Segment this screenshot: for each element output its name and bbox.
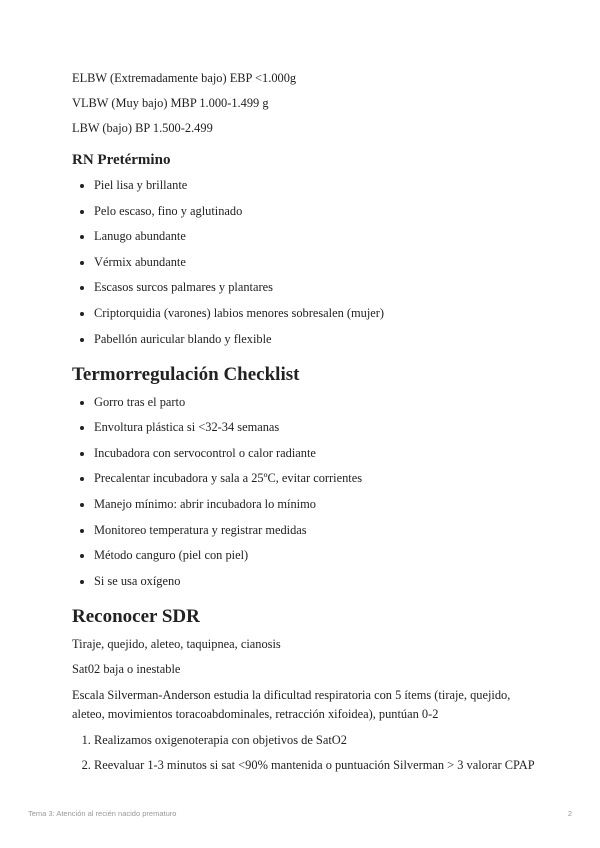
sdr-heading: Reconocer SDR (72, 605, 200, 627)
silverman-paragraph: Escala Silverman-Anderson estudia la dificultad respiratoria con 5 ítems (tiraje, quejido, aleteo, movimientos toracoabdominales, retracción xifoidea), puntúan 0-2 (72, 687, 511, 721)
list-item: • Método canguro (piel con piel) (94, 547, 542, 563)
list-item: • Lanugo abundante (94, 228, 542, 244)
list-item: • Monitoreo temperatura y registrar medidas (94, 522, 542, 538)
list-item: • Incubadora con servocontrol o calor radiante (94, 445, 542, 461)
page-footer (28, 809, 572, 818)
weight-line-elbw: ELBW (Extremadamente bajo) EBP <1.000g (72, 71, 297, 85)
preterm-heading: RN Pretérmino (72, 152, 171, 168)
list-item: 1. Realizamos oxigenoterapia con objetivos de SatO2 (94, 732, 542, 748)
list-item: • Gorro tras el parto (94, 394, 542, 410)
list-item: • Si se usa oxígeno (94, 573, 542, 589)
weight-line-vlbw: VLBW (Muy bajo) MBP 1.000-1.499 g (72, 96, 269, 110)
list-item: • Piel lisa y brillante (94, 177, 542, 193)
sdr-sat-line: Sat02 baja o inestable (72, 661, 181, 676)
list-item: 2. Reevaluar 1-3 minutos si sat <90% mantenida o puntuación Silverman > 3 valorar CPAP (94, 757, 542, 773)
list-item: • Manejo mínimo: abrir incubadora lo mínimo (94, 496, 542, 512)
list-item: • Vérmix abundante (94, 254, 542, 270)
list-item: • Pelo escaso, fino y aglutinado (94, 203, 542, 219)
list-item: • Pabellón auricular blando y flexible (94, 331, 542, 347)
preterm-list (72, 177, 542, 347)
sdr-signs-line: Tiraje, quejido, aleteo, taquipnea, cianosis (72, 636, 281, 651)
page-number: 2 (567, 809, 572, 818)
page-content (72, 70, 542, 783)
list-item: • Criptorquidia (varones) labios menores sobresalen (mujer) (94, 305, 542, 321)
sdr-steps-list (72, 732, 542, 774)
list-item: • Precalentar incubadora y sala a 25ºC, evitar corrientes (94, 470, 542, 486)
weight-line-lbw: LBW (bajo) BP 1.500-2.499 (72, 121, 213, 135)
footer-title: Tema 3: Atención al recién nacido prematuro (28, 809, 177, 818)
thermo-heading: Termorregulación Checklist (72, 363, 300, 385)
thermo-list (72, 394, 542, 589)
list-item: • Envoltura plástica si <32-34 semanas (94, 419, 542, 435)
list-item: • Escasos surcos palmares y plantares (94, 279, 542, 295)
